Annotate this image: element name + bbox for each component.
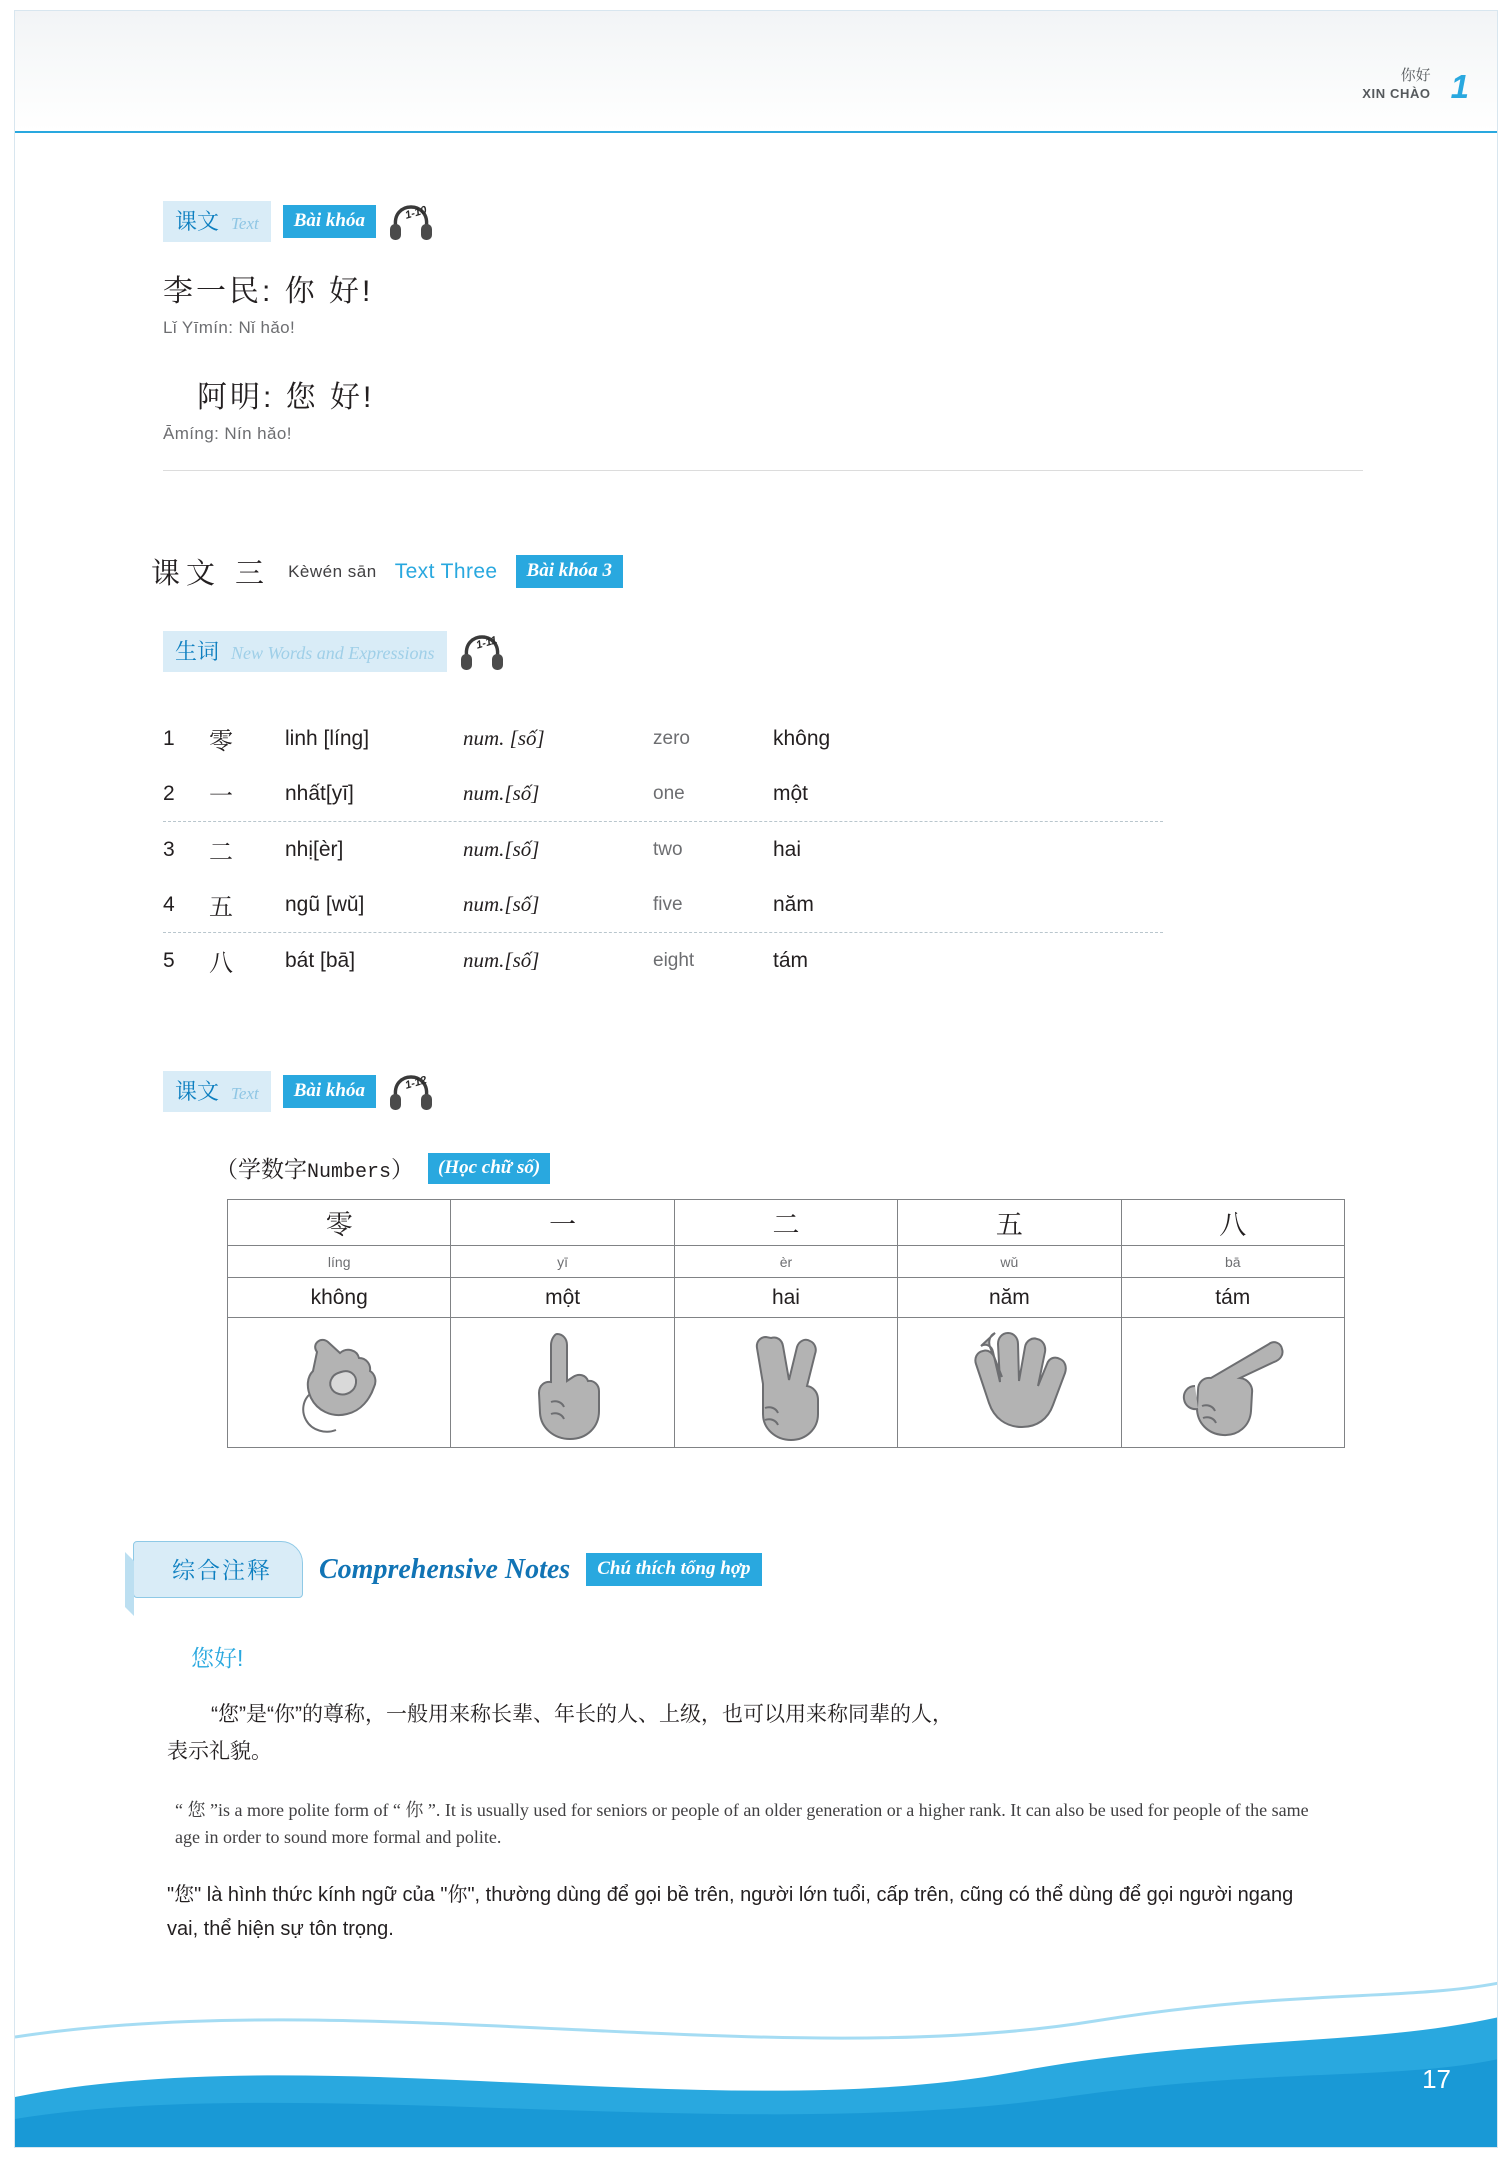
- cell-pinyin: yī: [451, 1246, 674, 1278]
- cell-vietnamese: tám: [1121, 1278, 1344, 1318]
- cell-chinese: 零: [228, 1200, 451, 1246]
- section-heading-vi: Bài khóa 3: [516, 555, 624, 588]
- word-english: one: [653, 782, 685, 804]
- dialogue-block: [163, 266, 1363, 471]
- cell-chinese: 八: [1121, 1200, 1344, 1246]
- new-words-label-row: [163, 631, 505, 672]
- text-one-label-en: Text: [231, 214, 259, 233]
- new-words-label-zh: 生词: [175, 639, 220, 664]
- cell-hand-sign: [1121, 1318, 1344, 1448]
- word-english: five: [653, 893, 683, 915]
- word-pronunciation: nhị[èr]: [285, 837, 344, 861]
- chapter-number: 1: [1450, 68, 1469, 106]
- text-one-label-vi: Bài khóa: [283, 205, 376, 238]
- headphone-icon[interactable]: [459, 632, 505, 672]
- headphone-icon[interactable]: [388, 202, 434, 242]
- word-vietnamese: một: [773, 781, 809, 805]
- word-chinese: 一: [209, 783, 233, 810]
- word-part-of-speech: num.[số]: [463, 837, 540, 861]
- word-index: 1: [163, 726, 175, 750]
- word-chinese: 二: [209, 839, 233, 866]
- cell-hand-sign: [898, 1318, 1121, 1448]
- word-chinese: 八: [209, 950, 233, 977]
- cell-pinyin: èr: [674, 1246, 897, 1278]
- word-part-of-speech: num.[số]: [463, 781, 540, 805]
- text-one-label-row: [163, 201, 1363, 242]
- hand-eight-icon: [1169, 1324, 1297, 1442]
- word-english: two: [653, 838, 683, 860]
- cell-hand-sign: [228, 1318, 451, 1448]
- text-two-label-vi: Bài khóa: [283, 1075, 376, 1108]
- page-content: [14, 10, 1498, 2148]
- chapter-indicator: [1362, 66, 1469, 106]
- text-two-label-en: Text: [231, 1084, 259, 1103]
- word-index: 3: [163, 837, 175, 861]
- cell-vietnamese: một: [451, 1278, 674, 1318]
- notes-heading-row: [133, 1541, 1313, 1598]
- cell-hand-sign: [451, 1318, 674, 1448]
- note-entry-title: 您好!: [191, 1645, 244, 1671]
- audio-track-number: 1-11: [474, 633, 498, 652]
- cell-chinese: 二: [674, 1200, 897, 1246]
- new-words-label: [163, 631, 447, 672]
- word-chinese: 零: [209, 728, 233, 755]
- cell-hand-sign: [674, 1318, 897, 1448]
- hand-five-icon: [945, 1324, 1073, 1442]
- table-row-pinyin: [228, 1246, 1345, 1278]
- word-part-of-speech: num.[số]: [463, 948, 540, 972]
- table-row-chinese: [228, 1200, 1345, 1246]
- word-index: 2: [163, 781, 175, 805]
- text-one-section: [163, 201, 1363, 471]
- section-heading-zh: 课文 三: [151, 558, 271, 590]
- section-heading-en: Text Three: [394, 559, 498, 583]
- word-row: [163, 766, 1163, 821]
- cell-chinese: 五: [898, 1200, 1121, 1246]
- numbers-title: [215, 1151, 550, 1184]
- word-part-of-speech: num.[số]: [463, 892, 540, 916]
- dialogue-line-2: [163, 372, 1363, 444]
- notes-tab-zh: 综合注释: [133, 1541, 303, 1598]
- word-row: [163, 877, 1163, 932]
- word-english: zero: [653, 727, 690, 749]
- hand-zero-icon: [279, 1324, 399, 1442]
- chapter-title-group: [1362, 66, 1430, 101]
- cell-vietnamese: năm: [898, 1278, 1121, 1318]
- page-header: [15, 11, 1497, 133]
- numbers-title-en: Numbers: [307, 1161, 392, 1184]
- chapter-title-zh: 你好: [1400, 67, 1431, 84]
- text-one-label-zh: 课文: [175, 209, 220, 234]
- numbers-table: [227, 1199, 1345, 1448]
- numbers-title-zh-right: ）: [391, 1156, 415, 1182]
- text-two-label-zh: 课文: [175, 1079, 220, 1104]
- text-two-label-row: [163, 1071, 434, 1112]
- word-vietnamese: không: [773, 726, 831, 750]
- word-vietnamese: hai: [773, 837, 802, 861]
- headphone-icon[interactable]: [388, 1072, 434, 1112]
- audio-track-number: 1-12: [403, 1073, 429, 1092]
- dialogue-line-2-pinyin: Āmíng: Nín hǎo!: [163, 424, 292, 443]
- cell-pinyin: wǔ: [898, 1246, 1121, 1278]
- hand-two-icon: [731, 1324, 841, 1442]
- numbers-title-zh-left: （学数字: [215, 1156, 307, 1182]
- word-chinese: 五: [209, 894, 233, 921]
- word-vietnamese: tám: [773, 948, 809, 972]
- hand-one-icon: [508, 1324, 618, 1442]
- word-pronunciation: nhất[yī]: [285, 781, 354, 805]
- table-row-vietnamese: [228, 1278, 1345, 1318]
- cell-pinyin: líng: [228, 1246, 451, 1278]
- numbers-title-vi: (Học chữ số): [428, 1153, 550, 1184]
- cell-chinese: 一: [451, 1200, 674, 1246]
- section-heading: [151, 551, 623, 592]
- dialogue-line-1-pinyin: Lǐ Yīmín: Nǐ hǎo!: [163, 318, 296, 337]
- cell-vietnamese: không: [228, 1278, 451, 1318]
- cell-vietnamese: hai: [674, 1278, 897, 1318]
- page-number: 17: [1422, 2064, 1451, 2094]
- note-body-zh-line1: “您”是“你”的尊称，一般用来称长辈、年长的人、上级，也可以用来称同辈的人，: [211, 1703, 953, 1726]
- new-words-list: [163, 711, 1163, 988]
- note-body-en: “ 您 ”is a more polite form of “ 你 ”. It is usually used for seniors or people of an older generation or a higher rank. It can also be used for people of the same age in order to sound more formal and polite.: [175, 1799, 1309, 1848]
- audio-track-number: 1-10: [403, 203, 429, 222]
- word-pronunciation: bát [bā]: [285, 948, 356, 972]
- word-pronunciation: ngũ [wǔ]: [285, 892, 365, 916]
- page-footer: [15, 1977, 1497, 2147]
- section-heading-pinyin: Kèwén sān: [288, 561, 377, 581]
- word-index: 5: [163, 948, 175, 972]
- dialogue-line-2-zh: 阿明: 您 好!: [197, 381, 375, 414]
- chapter-title-vi: XIN CHÀO: [1362, 86, 1431, 102]
- notes-heading-vi: Chú thích tổng hợp: [586, 1553, 761, 1586]
- word-part-of-speech: num. [số]: [463, 726, 545, 750]
- word-row: [163, 933, 1163, 988]
- word-english: eight: [653, 949, 695, 971]
- text-two-label: [163, 1071, 271, 1112]
- dialogue-line-1: [163, 266, 1363, 338]
- comprehensive-notes-section: [133, 1541, 1313, 1946]
- word-vietnamese: năm: [773, 892, 814, 916]
- word-pronunciation: linh [líng]: [285, 726, 370, 750]
- numbers-title-zh: [215, 1151, 414, 1184]
- word-row: [163, 711, 1163, 766]
- cell-pinyin: bā: [1121, 1246, 1344, 1278]
- new-words-label-en: New Words and Expressions: [231, 643, 435, 663]
- note-body-zh: [167, 1697, 1327, 1771]
- word-row: [163, 822, 1163, 877]
- dialogue-line-1-zh: 李一民: 你 好!: [163, 275, 374, 308]
- table-row-hand-signs: [228, 1318, 1345, 1448]
- text-one-label: [163, 201, 271, 242]
- word-index: 4: [163, 892, 175, 916]
- footer-wave-decoration: [15, 1977, 1497, 2147]
- note-body-zh-line2: 表示礼貌。: [167, 1739, 272, 1763]
- notes-heading-en: Comprehensive Notes: [319, 1553, 571, 1585]
- note-body-vi: "您" là hình thức kính ngữ của "你", thường dùng để gọi bề trên, người lớn tuổi, cấp trên, cũng có thể dùng để gọi người ngang vai, thể hiện sự tôn trọng.: [167, 1884, 1294, 1941]
